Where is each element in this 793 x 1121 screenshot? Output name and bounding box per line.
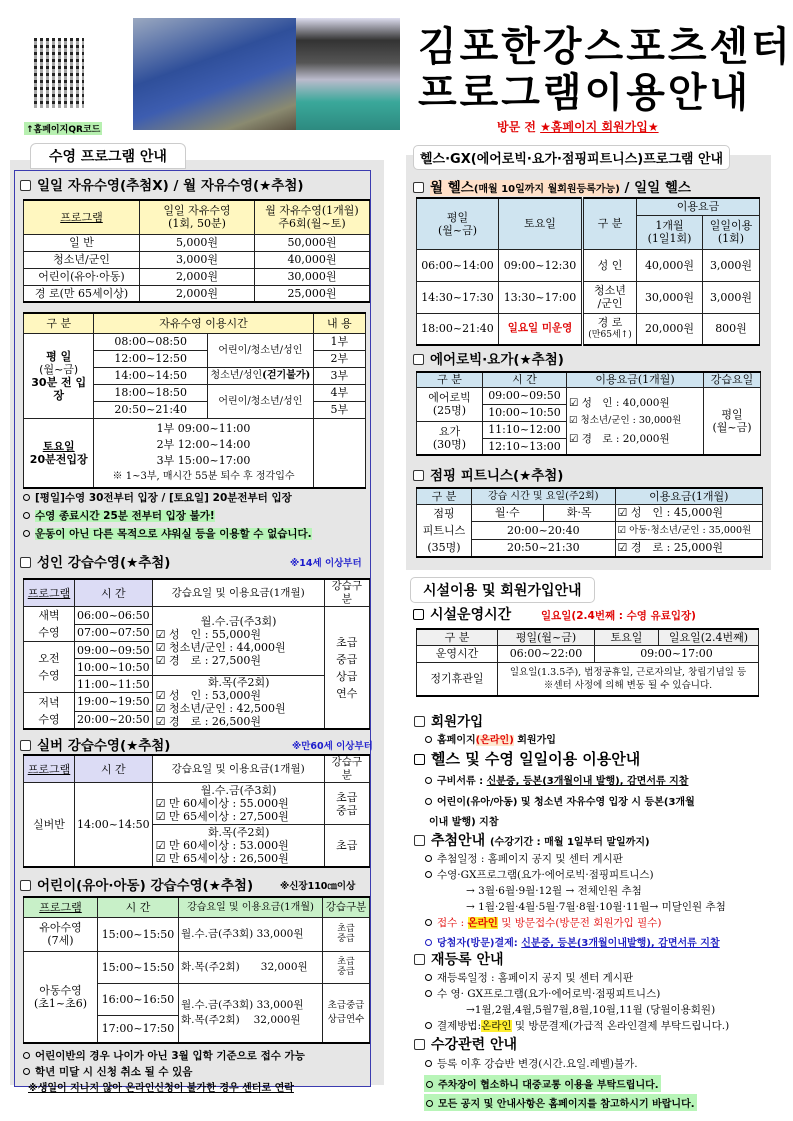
table-row: 청소년/군인 3,000원 40,000원 <box>24 251 370 268</box>
title-line-1: 김포한강스포츠센터 <box>418 24 793 70</box>
kids-docs: 어린이(유아/아동) 및 청소년 자유수영 입장 시 등본(3개월 이내 발행) 지참 <box>425 793 695 833</box>
checkbox-icon <box>413 470 424 481</box>
checkbox-icon <box>414 1039 425 1050</box>
membership-heading: 회원가입 <box>414 710 483 730</box>
silver-lesson-heading: 실버 강습수영(★추첨) <box>20 734 170 754</box>
homepage-note: 모든 공지 및 안내사항은 홈페이지를 참고하시기 바랍니다. <box>424 1094 697 1111</box>
col-category: 구 분 <box>24 313 94 333</box>
lottery-programs: 수영·GX프로그램(요가·에어로빅·점핑피트니스) <box>425 867 654 884</box>
free-swim-fee-table <box>23 199 370 303</box>
facility-tab: 시설이용 및 회원가입안내 <box>410 577 595 603</box>
checkbox-icon <box>414 754 425 765</box>
aerobic-yoga-table: 구 분 시 간 이용요금(1개월) 강습요일 에어로빅 (25명) 09:00~09:50 ☑ 성 인 : 40,000원 ☑ 청소년/군인 : 30,000원 ☑ 경 로 : 20,000원 평일 (월~금) 10:00~10:50 요가 (30명) 11:10~12:00 12:10~13:00 <box>416 371 761 456</box>
checkbox-icon <box>413 354 424 365</box>
kids-lesson-heading: 어린이(유아·아동) 강습수영(★추첨) <box>20 874 253 894</box>
table-row: 어린이(유아·아동) 2,000원 30,000원 <box>24 268 370 285</box>
table-row: 일 반 5,000원 50,000원 <box>24 234 370 251</box>
lottery-full: → 3월·6월·9월·12월 → 전체인원 추첨 <box>466 885 642 897</box>
health-gx-tab: 헬스·GX(에어로빅·요가·점핑피트니스)프로그램 안내 <box>413 145 730 170</box>
note-entry-time: [평일]수영 30전부터 입장 / [토요일] 20분전부터 입장 <box>23 490 292 505</box>
title-line-2: 프로그램이용안내 <box>418 70 752 116</box>
daily-use-heading: 헬스 및 수영 일일이용 이용안내 <box>414 748 640 769</box>
jumping-table: 구 분 강습 시간 및 요일(주2회) 이용요금(1개월) 점핑 피트니스 (35명) 월·수 화·목 ☑ 성 인 : 45,000원 20:00~20:40 ☑ 아동·청소년/군인 : 35,000원 20:50~21:30 ☑ 경 로 : 25,000원 <box>416 487 763 558</box>
col-time: 자유수영 이용시간 <box>94 313 313 333</box>
reregister-months: →1월,2월,4월,5월7월,8월,10월,11월 (당월이용회원) <box>466 1004 716 1016</box>
reregister-programs: 수 영· GX프로그램(요가·에어로빅·점핑피트니스) <box>425 986 660 1003</box>
saturday-label: 토요일 20분전입장 <box>24 418 94 488</box>
adult-age-note: ※14세 이상부터 <box>290 558 362 569</box>
course-heading: 수강관련 안내 <box>414 1034 517 1054</box>
course-change-note: 등록 이후 강습반 변경(시간.요일.레벨)불가. <box>425 1056 638 1073</box>
note-entry-cutoff: 수영 종료시간 25분 전부터 입장 불가! <box>23 508 215 523</box>
note-shower: 운동이 아닌 다른 목적으로 샤워실 등을 이용할 수 없습니다. <box>23 526 312 541</box>
col-program: 프로그램 <box>24 200 140 234</box>
note-birthday: ※생일이 지나지 않아 온라인신청이 불가한 경우 센터로 연락 <box>28 1083 294 1094</box>
lottery-apply: 접수 : 온라인 및 방문접수(방문전 회원가입 필수) <box>425 915 661 932</box>
free-swim-schedule-table: 구 분 자유수영 이용시간 내 용 평 일 (월~금) 30분 전 입장 08:00~08:50 어린이/청소년/성인 1부 12:00~12:50 2부 14:00~14:50 청소년/성인(걷기불가) 3부 18:00~18:50 어린이/청소년/성인 4부 20:50~21:40 5부 토요일 20분전입장 1부 09:00~11:00 2부 12:00~14:00 3부 15:00~17:00 ※ 1~3부, 매시간 55분 퇴수 후 정각입수 <box>23 312 366 489</box>
note-kids-cancel: 학년 미달 시 신청 취소 될 수 있음 <box>23 1064 192 1079</box>
subtitle-prefix: 방문 전 <box>497 120 541 134</box>
checkbox-icon <box>414 954 425 965</box>
homepage-qr-code[interactable] <box>34 38 84 118</box>
silver-lesson-table: 프로그램 시 간 강습요일 및 이용요금(1개월) 강습구분 실버반 14:00~14:50 월.수.금(주3회) ☑ 만 60세이상 : 55.000원 ☑ 만 65세이상 : 27,500원 초급 중급 화.목(주2회) ☑ 만 60세이상 : 53.000원 ☑ 만 65세이상 : 26,500원 초급 <box>23 754 370 868</box>
lottery-schedule: 추첨일정 : 홈페이지 공지 및 센터 게시판 <box>425 851 623 868</box>
health-heading: 월 헬스(매월 10일까지 월회원등록가능) / 일일 헬스 <box>413 176 691 196</box>
required-docs: 구비서류 : 신분증, 등본(3개월이내 발행), 감면서류 지참 <box>425 772 688 787</box>
aerobic-yoga-heading: 에어로빅·요가(★추첨) <box>413 348 564 368</box>
page-title <box>418 24 793 116</box>
membership-item[interactable]: 홈페이지(온라인) 회원가입 <box>425 731 556 746</box>
winner-payment: 당첨자(방문)결제: 신분증, 등본(3개월이내발행), 감면서류 지참 <box>425 934 720 949</box>
free-swim-heading <box>20 174 304 194</box>
reregister-heading: 재등록 안내 <box>414 949 504 969</box>
weekday-label: 평 일 (월~금) 30분 전 입장 <box>24 333 94 418</box>
checkbox-icon <box>413 609 424 620</box>
pool-photo <box>296 18 400 130</box>
qr-label: ↑홈페이지QR코드 <box>24 122 102 135</box>
col-monthly: 월 자유수영(1개월) 주6회(월~토) <box>255 200 370 234</box>
kids-height-note: ※신장110㎝이상 <box>280 881 356 892</box>
building-photo <box>133 18 296 130</box>
reregister-payment: 결제방법:온라인 및 방문결제(가급적 온라인결제 부탁드립니다.) <box>425 1018 729 1035</box>
table-row: 경 로(만 65세이상) 2,000원 25,000원 <box>24 285 370 302</box>
swim-program-tab: 수영 프로그램 안내 <box>30 143 186 169</box>
note-kids-grade: 어린이반의 경우 나이가 아닌 3월 입학 기준으로 접수 가능 <box>23 1048 305 1063</box>
checkbox-icon <box>414 716 425 727</box>
col-content: 내 용 <box>313 313 365 333</box>
checkbox-icon <box>413 182 424 193</box>
silver-age-note: ※만60세 이상부터 <box>292 741 373 752</box>
sunday-note: 일요일(2.4번째 : 수영 유료입장) <box>541 610 696 622</box>
kids-lesson-table: 프로그램 시 간 강습요일 및 이용요금(1개월) 강습구분 유아수영 (7세) 15:00~15:50 월.수.금(주3회) 33,000원 초급 중급 아동수영 (초1~초6) 15:00~15:50 화.목(주2회) 32,000원 초급 중급 16:00~16:50 월.수.금(주3회) 33,000원 화.목(주2회) 32,000원 초급중급 상급연수 17:00~17:50 <box>23 896 370 1044</box>
facility-hours-heading: 시설운영시간 <box>413 604 511 624</box>
col-daily: 일일 자유수영 (1회, 50분) <box>140 200 255 234</box>
lottery-heading: 추첨안내 (수강기간 : 매월 1일부터 말일까지) <box>414 830 650 850</box>
adult-lesson-table: 프로그램 시 간 강습요일 및 이용요금(1개월) 강습구분 새벽 수영 06:00~06:50 월.수.금(주3회) ☑ 성 인 : 55,000원 ☑ 청소년/군인 : 44,000원 ☑ 경 로 : 27,500원 초급 중급 상급 연수 07:00~07:50 오전 수영 09:00~09:50 10:00~10:50 11:00~11:50 화.목(주2회) ☑ 성 인 : 53,000원 ☑ 청소년/군인 : 42,500원 ☑ 경 로 : 26,500원 저녁 수영 19:00~19:50 20:00~20:50 <box>23 578 370 730</box>
subtitle <box>497 118 659 135</box>
health-fee-table: 평일 (월~금) 토요일 구 분 이용요금 1개월 (1일1회) 일일이용 (1회) 06:00~14:00 09:00~12:30 성 인 40,000원 3,000원 14:30~17:30 13:30~17:00 청소년 /군인 30,000원 3,000원 18:00~21:40 일요일 미운영 경 로 (만65세↑) 20,000원 800원 <box>416 197 760 346</box>
subtitle-emphasis: ★홈페이지 회원가입★ <box>540 120 659 134</box>
parking-note: 주차장이 협소하니 대중교통 이용을 부탁드립니다. <box>424 1075 661 1092</box>
checkbox-icon <box>414 835 425 846</box>
reregister-schedule: 재등록일정 : 홈페이지 공지 및 센터 게시판 <box>425 970 633 987</box>
facility-hours-table: 구 분 평일(월~금) 토요일 일요일(2.4번째) 운영시간 06:00~22:00 09:00~17:00 정기휴관일 일요일(1.3.5주), 법정공휴일, 근로자의날, 창립기념일 등 ※센터 사정에 의해 변동 될 수 있습니다. <box>416 628 759 697</box>
checkbox-icon <box>20 557 31 568</box>
lottery-partial: → 1월·2월·4월·5월·7월·8월·10월·11월→ 미달인원 추첨 <box>466 901 726 913</box>
adult-lesson-heading: 성인 강습수영(★추첨) <box>20 551 170 571</box>
checkbox-icon <box>20 880 31 891</box>
checkbox-icon <box>20 740 31 751</box>
free-swim-title: 일일 자유수영(추첨X) / 월 자유수영(★추첨) <box>37 178 304 194</box>
jumping-heading: 점핑 피트니스(★추첨) <box>413 464 563 484</box>
checkbox-icon <box>20 180 31 191</box>
